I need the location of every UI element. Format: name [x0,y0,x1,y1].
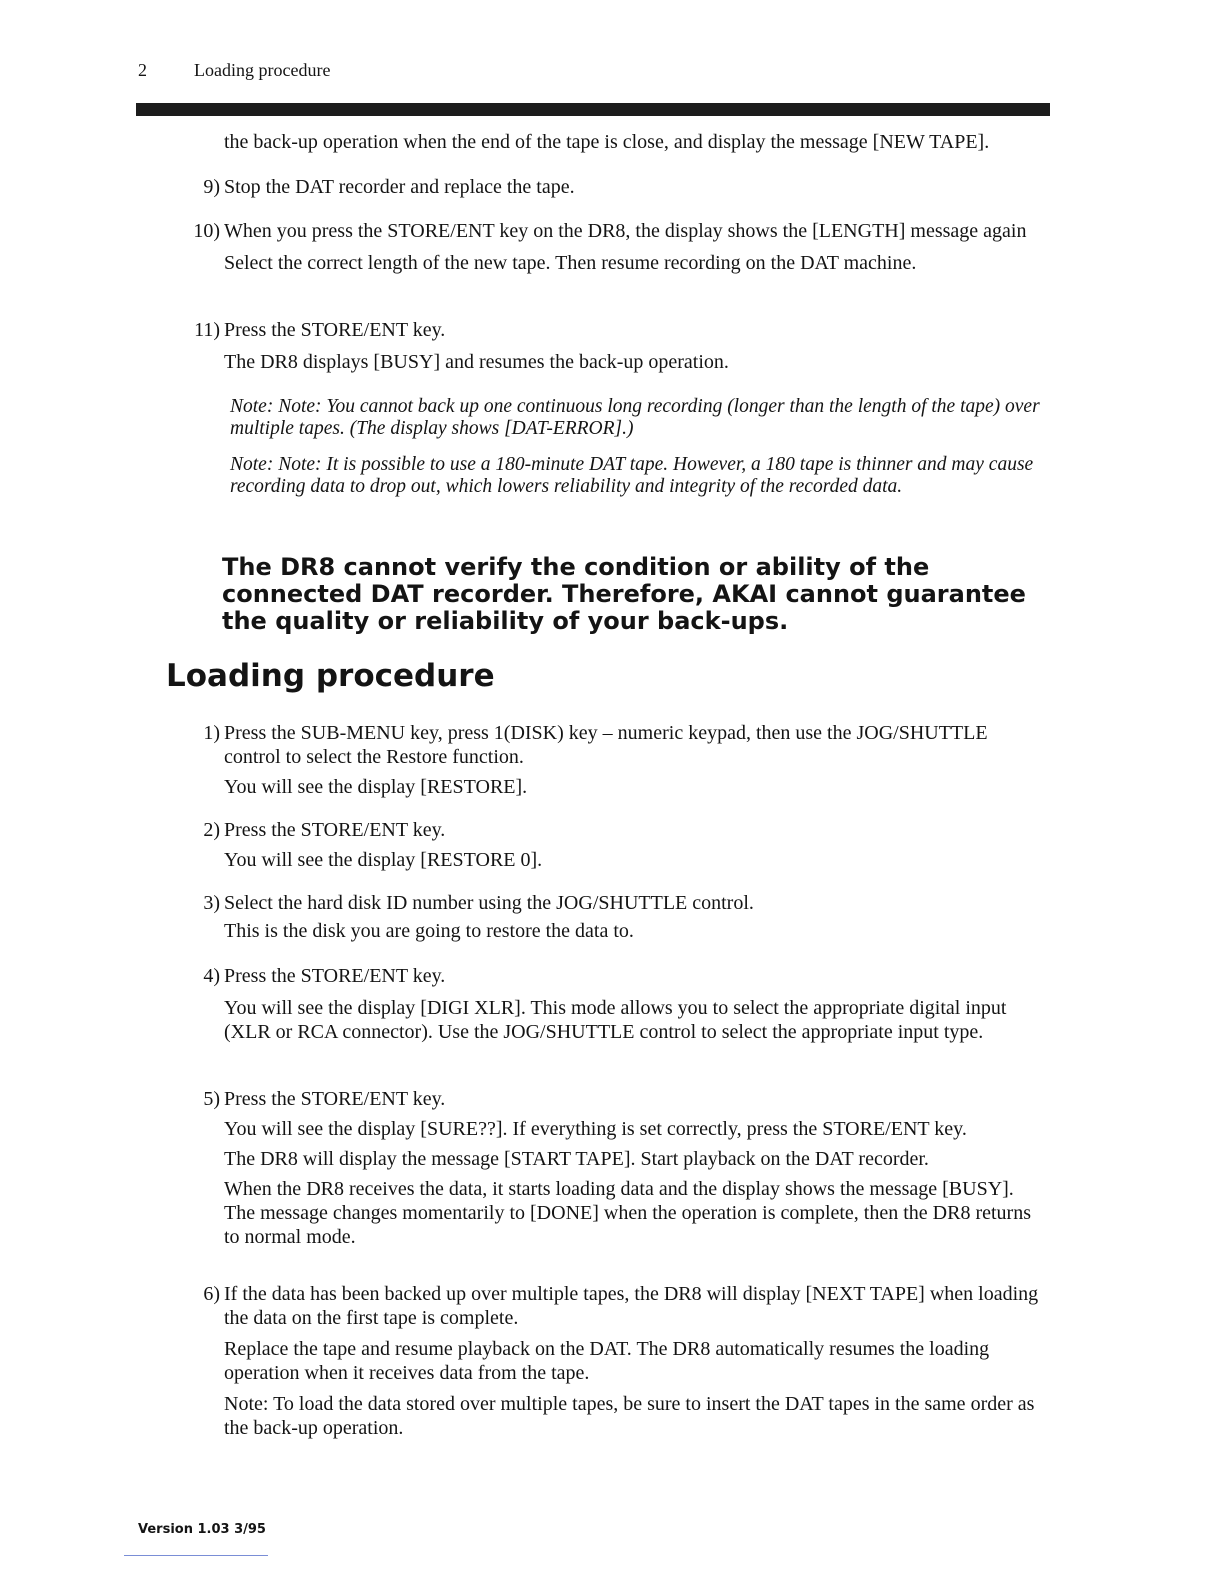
step-text: Press the SUB-MENU key, press 1(DISK) key – numeric keypad, then use the JOG/SHUTTLE control to select the Restore function. [224,722,988,768]
footer-rule [124,1555,268,1556]
step-text: If the data has been backed up over multiple tapes, the DR8 will display [NEXT TAPE] when loading the data on the first tape is complete. [224,1283,1039,1329]
step-text: When the DR8 receives the data, it starts loading data and the display shows the message [BUSY]. The message changes momentarily to [DONE] when the operation is complete, then the DR8 returns to normal mode. [224,1178,1031,1248]
section-title: Loading procedure [166,658,495,694]
step-text: Press the STORE/ENT key. [224,319,446,341]
step-text: Select the correct length of the new tape. Then resume recording on the DAT machine. [224,252,917,274]
header-rule [136,103,1050,116]
note: Note: Note: It is possible to use a 180-minute DAT tape. However, a 180 tape is thinner and may cause recording data to drop out, which lowers reliability and integrity of the recorded data. [230,454,1034,497]
page-header [138,60,330,81]
step-number: 3) [203,892,220,914]
step-number: 5) [203,1088,220,1110]
step-text: You will see the display [SURE??]. If everything is set correctly, press the STORE/ENT key. [224,1118,967,1140]
header-title: Loading procedure [194,60,331,80]
step-text: Press the STORE/ENT key. [224,1088,446,1110]
step-number: 1) [203,722,220,744]
step-text: Select the hard disk ID number using the JOG/SHUTTLE control. [224,892,754,914]
footer-version: Version 1.03 3/95 [138,1522,266,1537]
step-number: 11) [194,319,220,341]
step-text: You will see the display [RESTORE 0]. [224,849,543,871]
note: Note: Note: You cannot back up one continuous long recording (longer than the length of the tape) over multiple tapes. (The display shows [DAT-ERROR].) [230,396,1040,439]
step-number: 2) [203,819,220,841]
step-number: 4) [203,965,220,987]
step-text: You will see the display [RESTORE]. [224,776,528,798]
step-text: You will see the display [DIGI XLR]. This mode allows you to select the appropriate digital input (XLR or RCA connector). Use the JOG/SHUTTLE control to select the appropriate input type. [224,997,1007,1043]
intro-line: the back-up operation when the end of the tape is close, and display the message [NEW TAPE]. [224,131,990,153]
warning-text: The DR8 cannot verify the condition or ability of the connected DAT recorder. Therefore, AKAI cannot guarantee the quality or reliability of your back-ups. [222,553,1026,635]
step-text: This is the disk you are going to restore the data to. [224,920,634,942]
step-text: Replace the tape and resume playback on the DAT. The DR8 automatically resumes the loading operation when it receives data from the tape. [224,1338,990,1384]
step-text: The DR8 will display the message [START TAPE]. Start playback on the DAT recorder. [224,1148,929,1170]
page-number: 2 [138,60,147,80]
step-number: 10) [193,220,220,242]
step-text: Note: To load the data stored over multiple tapes, be sure to insert the DAT tapes in the same order as the back-up operation. [224,1393,1035,1439]
step-number: 6) [203,1283,220,1305]
step-text: Press the STORE/ENT key. [224,965,446,987]
step-text: Stop the DAT recorder and replace the tape. [224,176,575,198]
step-text: The DR8 displays [BUSY] and resumes the back-up operation. [224,351,729,373]
step-text: Press the STORE/ENT key. [224,819,446,841]
step-text: When you press the STORE/ENT key on the DR8, the display shows the [LENGTH] message again [224,220,1027,242]
step-number: 9) [203,176,220,198]
